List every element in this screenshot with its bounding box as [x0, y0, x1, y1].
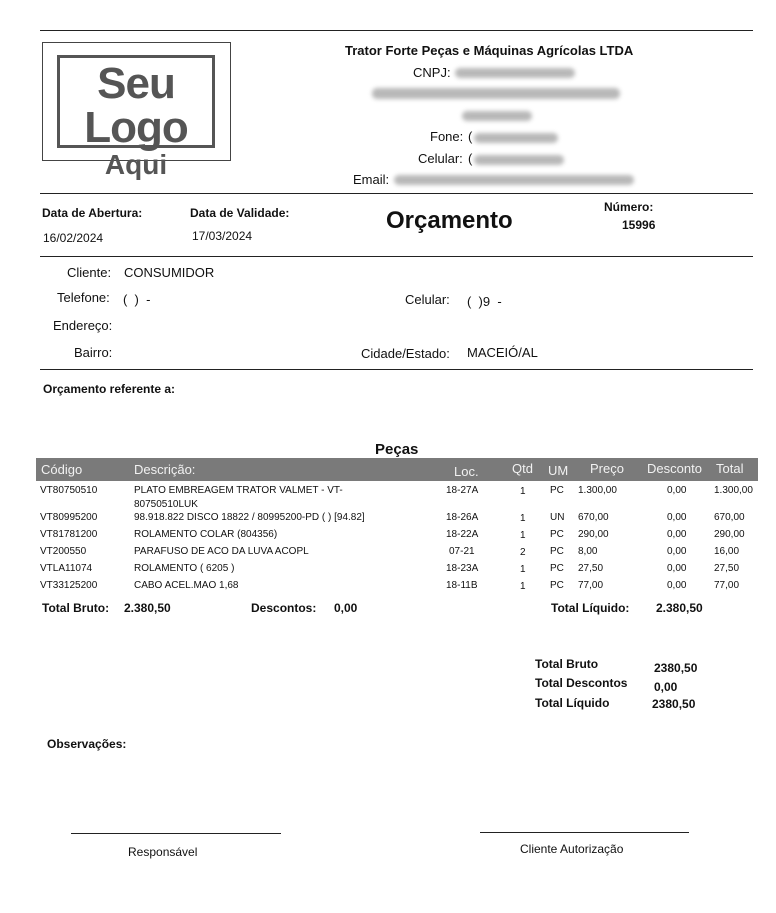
numero-label: Número: — [604, 200, 654, 214]
cell-total: 16,00 — [714, 546, 740, 557]
table-total-liquido-label: Total Líquido: — [551, 601, 630, 615]
document-title: Orçamento — [386, 207, 513, 234]
address-redacted-1 — [372, 88, 620, 99]
cell-descricao: CABO ACEL.MAO 1,68 — [134, 580, 239, 591]
cell-um: PC — [550, 485, 564, 496]
cell-um: PC — [550, 529, 564, 540]
cell-loc: 18-11B — [446, 580, 478, 591]
cell-descricao: ROLAMENTO ( 6205 ) — [134, 563, 235, 574]
cell-preco: 290,00 — [578, 529, 609, 540]
summary-bruto-label: Total Bruto — [535, 657, 599, 671]
summary-liquido-label: Total Líquido — [535, 696, 610, 710]
cidade-value: MACEIÓ/AL — [467, 345, 538, 360]
table-total-bruto-value: 2.380,50 — [124, 601, 171, 615]
address-redacted-2 — [462, 111, 532, 121]
cell-total: 1.300,00 — [714, 485, 753, 496]
table-total-liquido-value: 2.380,50 — [656, 601, 703, 615]
signature-line-cliente — [480, 832, 689, 833]
cell-desconto: 0,00 — [667, 546, 687, 557]
items-table-header — [36, 458, 758, 481]
cell-preco: 1.300,00 — [578, 485, 617, 496]
summary-descontos-value: 0,00 — [654, 680, 678, 694]
cidade-label: Cidade/Estado: — [361, 346, 450, 361]
celular-prefix: ( — [468, 151, 473, 166]
signature-cliente: Cliente Autorização — [520, 842, 624, 856]
numero-value: 15996 — [622, 218, 656, 232]
cell-qtd: 2 — [520, 547, 526, 558]
celular-value: ( )9 - — [467, 294, 502, 309]
cell-total: 670,00 — [714, 512, 745, 523]
col-codigo: Código — [41, 462, 83, 477]
cell-total: 290,00 — [714, 529, 745, 540]
logo-frame — [57, 55, 215, 180]
col-desconto: Desconto — [647, 461, 702, 476]
client-top-rule — [40, 256, 753, 257]
cell-preco: 27,50 — [578, 563, 604, 574]
cell-loc: 18-22A — [446, 529, 479, 540]
cell-codigo: VT80750510 — [40, 485, 98, 496]
cliente-label: Cliente: — [67, 265, 112, 280]
fone-prefix: ( — [468, 129, 473, 144]
cell-preco: 670,00 — [578, 512, 609, 523]
abertura-label: Data de Abertura: — [42, 206, 143, 220]
cliente-value: CONSUMIDOR — [124, 265, 215, 280]
cell-um: PC — [550, 563, 564, 574]
cell-qtd: 1 — [520, 513, 526, 524]
cell-codigo: VT81781200 — [40, 529, 98, 540]
col-loc: Loc. — [454, 464, 479, 479]
cell-codigo: VT80995200 — [40, 512, 98, 523]
validade-value: 17/03/2024 — [192, 229, 253, 243]
signature-line-responsavel — [71, 833, 281, 834]
table-total-bruto-label: Total Bruto: — [42, 601, 110, 615]
cell-qtd: 1 — [520, 564, 526, 575]
cell-desconto: 0,00 — [667, 563, 687, 574]
cell-codigo: VT200550 — [40, 546, 87, 557]
summary-bruto-value: 2380,50 — [654, 661, 698, 675]
logo-text-line2: Aqui — [104, 149, 168, 180]
cell-qtd: 1 — [520, 581, 526, 592]
cell-qtd: 1 — [520, 486, 526, 497]
celular-label: Celular: — [405, 292, 450, 307]
summary-liquido-value: 2380,50 — [652, 697, 696, 711]
company-logo — [42, 42, 231, 180]
cnpj-label: CNPJ: — [413, 65, 451, 80]
cell-qtd: 1 — [520, 530, 526, 541]
email-redacted — [394, 175, 634, 185]
telefone-value: ( ) - — [123, 292, 151, 307]
pecas-title: Peças — [375, 441, 419, 458]
signature-responsavel: Responsável — [128, 845, 198, 859]
fone-redacted — [474, 133, 558, 143]
cell-desconto: 0,00 — [667, 580, 687, 591]
col-total: Total — [716, 461, 744, 476]
company-name: Trator Forte Peças e Máquinas Agrícolas LTDA — [345, 43, 634, 58]
cell-descricao-cont: 80750510LUK — [134, 499, 198, 510]
cell-preco: 8,00 — [578, 546, 598, 557]
endereco-label: Endereço: — [53, 318, 113, 333]
fone-label: Fone: — [430, 129, 464, 144]
col-um: UM — [548, 463, 569, 478]
cell-descricao: PARAFUSO DE ACO DA LUVA ACOPL — [134, 546, 309, 557]
cell-codigo: VTLA11074 — [40, 563, 93, 574]
cell-desconto: 0,00 — [667, 512, 687, 523]
celular-label-company: Celular: — [418, 151, 463, 166]
referente-label: Orçamento referente a: — [43, 382, 176, 396]
cell-loc: 18-27A — [446, 485, 479, 496]
logo-text-line1: Seu Logo — [84, 59, 188, 152]
bairro-label: Bairro: — [74, 345, 113, 360]
cell-loc: 18-26A — [446, 512, 479, 523]
cell-desconto: 0,00 — [667, 529, 687, 540]
client-bottom-rule — [40, 369, 753, 370]
email-label: Email: — [353, 172, 390, 187]
cell-codigo: VT33125200 — [40, 580, 98, 591]
col-qtd: Qtd — [512, 461, 533, 476]
col-preco: Preço — [590, 461, 624, 476]
validade-label: Data de Validade: — [190, 206, 290, 220]
cell-descricao: 98.918.822 DISCO 18822 / 80995200-PD ( ) [94.82] — [134, 512, 365, 523]
cell-descricao: PLATO EMBREAGEM TRATOR VALMET - VT- — [134, 485, 343, 496]
cell-um: PC — [550, 546, 564, 557]
cell-descricao: ROLAMENTO COLAR (804356) — [134, 529, 278, 540]
cell-preco: 77,00 — [578, 580, 604, 591]
summary-descontos-label: Total Descontos — [535, 676, 628, 690]
telefone-label: Telefone: — [57, 290, 110, 305]
cell-total: 27,50 — [714, 563, 740, 574]
col-descricao: Descrição: — [134, 462, 196, 477]
header-rule — [40, 193, 753, 194]
abertura-value: 16/02/2024 — [43, 231, 104, 245]
cnpj-redacted — [455, 68, 575, 78]
cell-um: PC — [550, 580, 564, 591]
cell-desconto: 0,00 — [667, 485, 687, 496]
observacoes-label: Observações: — [47, 737, 127, 751]
celular-redacted — [474, 155, 564, 165]
table-descontos-label: Descontos: — [251, 601, 317, 615]
cell-total: 77,00 — [714, 580, 740, 591]
cell-loc: 18-23A — [446, 563, 479, 574]
top-rule — [40, 30, 753, 31]
cell-loc: 07-21 — [449, 546, 475, 557]
cell-um: UN — [550, 512, 565, 523]
table-descontos-value: 0,00 — [334, 601, 358, 615]
